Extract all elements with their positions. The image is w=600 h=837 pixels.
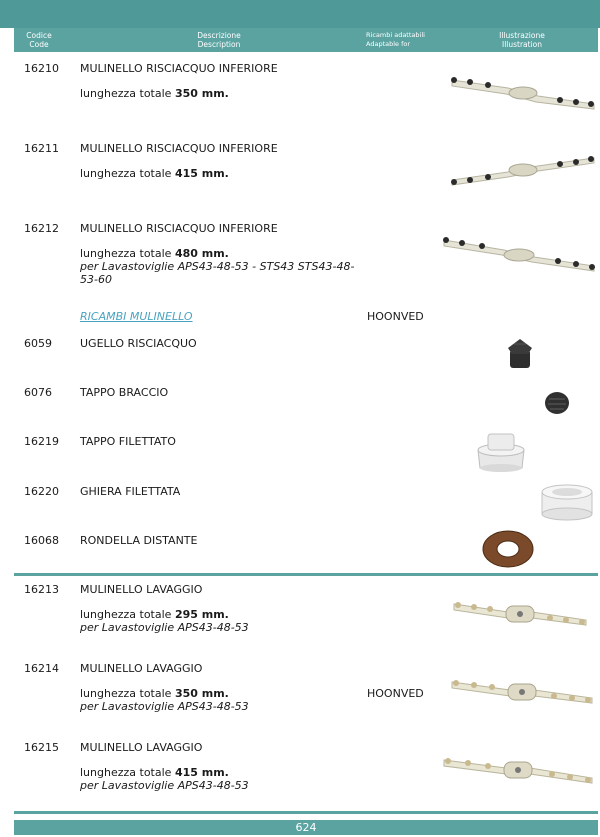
header-desc-en: Description — [197, 40, 241, 49]
length-value: 415 mm. — [174, 766, 229, 779]
item-code: 16214 — [24, 662, 59, 675]
spare-parts-link[interactable]: RICAMBI MULINELLO — [80, 310, 193, 323]
item-description — [80, 583, 370, 634]
top-bar — [0, 0, 600, 28]
length-prefix: lunghezza totale — [80, 608, 175, 621]
item-code: 16212 — [24, 222, 59, 235]
section-divider — [14, 811, 598, 814]
item-code: 16210 — [24, 62, 59, 75]
threaded-cap-illustration — [472, 430, 530, 474]
item-title: MULINELLO LAVAGGIO — [80, 741, 203, 754]
item-description — [80, 337, 370, 350]
item-title: RONDELLA DISTANTE — [80, 534, 198, 547]
item-description — [80, 741, 370, 792]
length-value: 415 mm. — [174, 167, 229, 180]
length-value: 295 mm. — [174, 608, 229, 621]
table-header — [14, 28, 598, 52]
rinse-arm-illustration — [448, 150, 598, 196]
threaded-ring-illustration — [536, 480, 598, 526]
header-code-it: Codice — [26, 31, 52, 40]
item-code: 16215 — [24, 741, 59, 754]
item-description — [80, 62, 370, 100]
item-code: 16211 — [24, 142, 59, 155]
item-description — [80, 386, 370, 399]
item-description — [80, 485, 370, 498]
header-description — [114, 31, 324, 49]
item-length — [80, 87, 370, 100]
item-title: GHIERA FILETTATA — [80, 485, 181, 498]
item-title: MULINELLO RISCIACQUO INFERIORE — [80, 62, 278, 75]
item-title: MULINELLO RISCIACQUO INFERIORE — [80, 222, 278, 235]
wash-arm-illustration — [448, 674, 596, 710]
length-value: 480 mm. — [174, 247, 229, 260]
rinse-arm-illustration — [448, 66, 598, 116]
item-title: UGELLO RISCIACQUO — [80, 337, 197, 350]
item-title: MULINELLO LAVAGGIO — [80, 583, 203, 596]
item-title: TAPPO BRACCIO — [80, 386, 169, 399]
wash-arm-illustration — [440, 752, 596, 788]
length-value: 350 mm. — [174, 687, 229, 700]
header-ill-en: Illustration — [501, 40, 543, 49]
item-code: 16220 — [24, 485, 59, 498]
rinse-arm-illustration — [440, 230, 598, 276]
header-desc-it: Descrizione — [197, 31, 241, 40]
item-title: MULINELLO RISCIACQUO INFERIORE — [80, 142, 278, 155]
section-divider — [14, 573, 598, 576]
page-footer — [14, 820, 598, 835]
length-prefix: lunghezza totale — [80, 766, 175, 779]
wash-arm-illustration — [450, 596, 590, 632]
length-prefix: lunghezza totale — [80, 87, 175, 100]
item-length — [80, 687, 370, 700]
item-code: 6076 — [24, 386, 52, 399]
page-number: 624 — [295, 821, 317, 834]
item-title: MULINELLO LAVAGGIO — [80, 662, 203, 675]
arm-cap-illustration — [542, 389, 572, 417]
nozzle-illustration — [500, 336, 540, 372]
length-prefix: lunghezza totale — [80, 687, 175, 700]
item-note: per Lavastoviglie APS43-48-53 — [80, 779, 249, 792]
item-code: 16213 — [24, 583, 59, 596]
header-ill-it: Illustrazione — [499, 31, 545, 40]
item-length — [80, 247, 370, 260]
item-length — [80, 766, 370, 779]
header-adapt-en: Adaptable for — [366, 40, 411, 48]
item-note: per Lavastoviglie APS43-48-53 - STS43 STS43-48-53-60 — [80, 260, 355, 286]
item-description — [80, 662, 370, 713]
item-title: TAPPO FILETTATO — [80, 435, 176, 448]
length-value: 350 mm. — [174, 87, 229, 100]
item-description — [80, 435, 370, 448]
header-code-en: Code — [29, 40, 49, 49]
header-illustration — [462, 31, 582, 49]
header-adaptable — [366, 31, 446, 49]
item-length — [80, 167, 370, 180]
item-description — [80, 142, 370, 180]
item-code: 16219 — [24, 435, 59, 448]
item-code: 6059 — [24, 337, 52, 350]
item-description — [80, 222, 370, 286]
item-note: per Lavastoviglie APS43-48-53 — [80, 700, 249, 713]
length-prefix: lunghezza totale — [80, 167, 175, 180]
item-adaptable: HOONVED — [367, 687, 424, 700]
item-code: 16068 — [24, 534, 59, 547]
item-note: per Lavastoviglie APS43-48-53 — [80, 621, 249, 634]
length-prefix: lunghezza totale — [80, 247, 175, 260]
spacer-washer-illustration — [480, 528, 536, 570]
spare-parts-adaptable: HOONVED — [367, 310, 424, 323]
item-length — [80, 608, 370, 621]
item-description — [80, 534, 370, 547]
header-adapt-it: Ricambi adattabili — [366, 31, 425, 39]
header-code — [14, 31, 64, 49]
